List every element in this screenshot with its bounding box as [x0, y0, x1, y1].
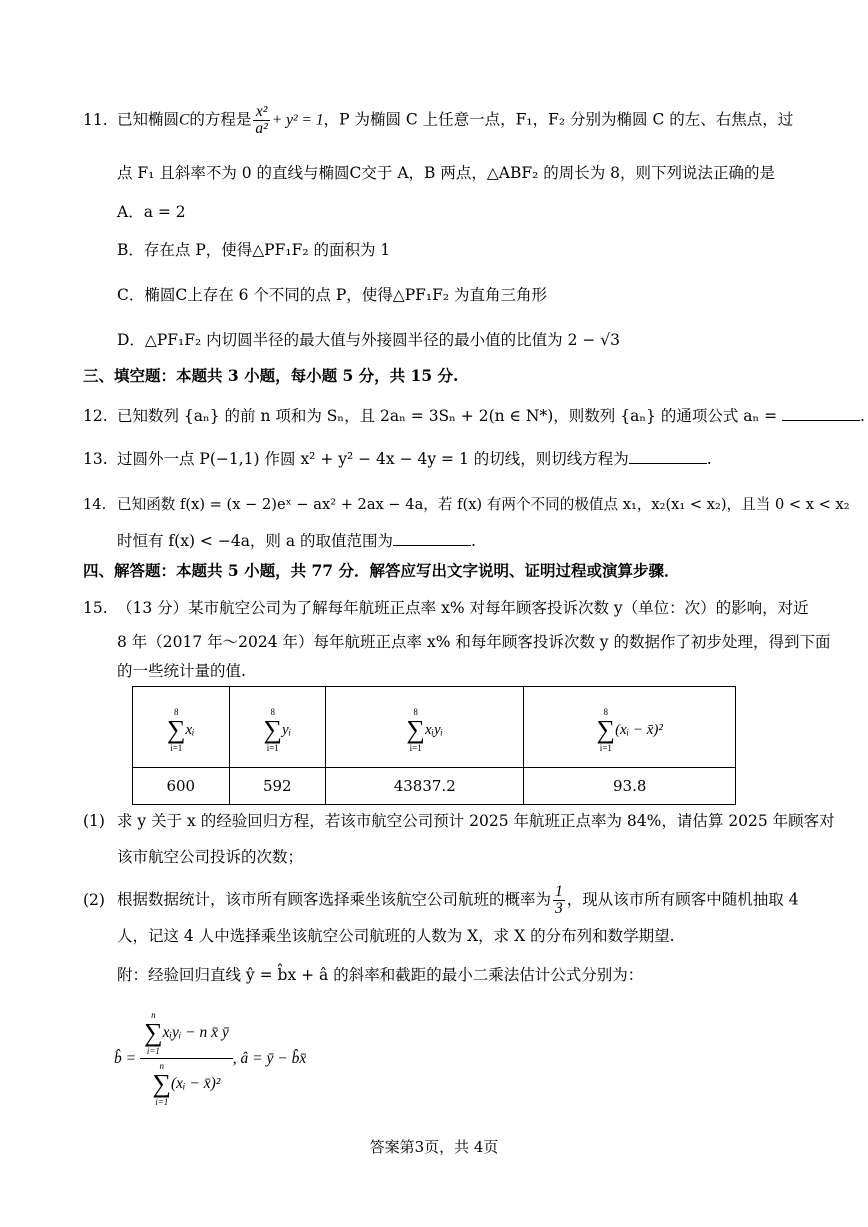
statistics-table [132, 686, 736, 805]
table-header-cell: 8 ∑ i=1 yᵢ [229, 687, 326, 768]
q11-option-c: C．椭圆C上存在 6 个不同的点 P，使得△PF₁F₂ 为直角三角形 [117, 286, 548, 304]
q15-line1 [83, 597, 809, 619]
q13-number: 13. [83, 450, 108, 468]
q12 [83, 405, 865, 427]
q11-text: 的方程是 [189, 110, 252, 129]
q11-option-d: D．△PF₁F₂ 内切圆半径的最大值与外接圆半径的最小值的比值为 2 − √3 [117, 331, 621, 349]
formula-rhs: , â = ȳ − b̂x̄ [232, 1049, 307, 1067]
q15-number: 15. [83, 599, 108, 617]
q11-eq: + y² = 1 [271, 111, 324, 129]
page-footer: 答案第3页，共 4页 [369, 1138, 499, 1156]
formula-denominator: (xᵢ − x̄)² [171, 1075, 221, 1092]
part2-label: (2) [83, 890, 105, 909]
q15-part2-line1 [83, 884, 799, 917]
q12-text: 已知数列 {aₙ} 的前 n 项和为 Sₙ，且 2aₙ = 3Sₙ + 2(n ∈ N*)，则数列 {aₙ} 的通项公式 aₙ = [117, 407, 778, 425]
q11-text: ，P 为椭圆 C 上任意一点，F₁，F₂ 分别为椭圆 C 的左、右焦点，过 [323, 110, 794, 129]
q11-option-b: B．存在点 P，使得△PF₁F₂ 的面积为 1 [117, 241, 391, 259]
q12-number: 12. [83, 407, 108, 425]
q11-option-a: A．a = 2 [117, 203, 186, 221]
part1-text: 求 y 关于 x 的经验回归方程，若该市航空公司预计 2025 年航班正点率为 84%，请估算 2025 年顾客对 [117, 812, 835, 830]
q13 [83, 448, 712, 470]
q14-line2 [117, 530, 476, 552]
part2-text: 根据数据统计，该市所有顾客选择乘坐该航空公司航班的概率为 [117, 890, 552, 909]
q12-answer-blank[interactable] [782, 406, 860, 421]
q15-part2-line2: 人，记这 4 人中选择乘坐该航空公司航班的人数为 X，求 X 的分布列和数学期望. [117, 927, 675, 945]
q15-note: 附：经验回归直线 ŷ = b̂x + â 的斜率和截距的最小二乘法估计公式分别为： [117, 966, 644, 984]
q15-part1-line2: 该市航空公司投诉的次数； [117, 848, 304, 866]
formula-fraction: n ∑ i=1 xᵢyᵢ − n x̄ ȳ n ∑ i=1 (xᵢ − x̄)² [140, 1010, 233, 1107]
table-header-cell: 8 ∑ i=1 xᵢyᵢ [326, 687, 524, 768]
table-cell: 43837.2 [326, 768, 524, 805]
table-cell: 93.8 [524, 768, 736, 805]
table-row [133, 768, 736, 805]
table-header-row [133, 687, 736, 768]
probability-fraction [553, 884, 565, 917]
q14-end: . [471, 532, 476, 550]
section-3-heading: 三、填空题：本题共 3 小题，每小题 5 分，共 15 分. [83, 366, 459, 385]
table-cell: 592 [229, 768, 326, 805]
q14-text2: 时恒有 f(x) < −4a，则 a 的取值范围为 [117, 532, 394, 550]
q13-end: . [706, 450, 712, 468]
part1-label: (1) [83, 812, 105, 830]
q14-line1 [83, 494, 850, 516]
frac-den: 3 [555, 900, 563, 917]
q15-line2: 8 年（2017 年～2024 年）每年航班正点率 x% 和每年顾客投诉次数 y 的数据作了初步处理，得到下面 [117, 633, 831, 651]
q14-answer-blank[interactable] [393, 531, 471, 546]
q11-text: 已知椭圆 [117, 110, 180, 129]
q15-line3: 的一些统计量的值. [117, 662, 246, 680]
q11-line2: 点 F₁ 且斜率不为 0 的直线与椭圆C交于 A，B 两点，△ABF₂ 的周长为 8，则下列说法正确的是 [117, 164, 776, 182]
q11-number: 11. [83, 110, 108, 129]
q13-answer-blank[interactable] [629, 449, 707, 464]
q12-end: . [860, 407, 865, 425]
table-header-cell: 8 ∑ i=1 (xᵢ − x̄)² [524, 687, 736, 768]
table-header-cell: 8 ∑ i=1 xᵢ [133, 687, 230, 768]
formula-numerator: xᵢyᵢ − n x̄ ȳ [162, 1024, 229, 1041]
frac-num: 1 [555, 883, 563, 900]
q11-frac-den: a² [255, 120, 268, 137]
formula-lhs: b̂ = [114, 1049, 137, 1067]
q14-number: 14. [83, 496, 107, 513]
q14-text: 已知函数 f(x) = (x − 2)eˣ − ax² + 2ax − 4a，若 f(x) 有两个不同的极值点 x₁，x₂(x₁ < x₂)，且当 0 < x < x₂ [117, 496, 850, 513]
q11-var-c: C [179, 111, 190, 129]
table-cell: 600 [133, 768, 230, 805]
section-4-heading: 四、解答题：本题共 5 小题，共 77 分．解答应写出文字说明、证明过程或演算步骤． [83, 561, 680, 580]
q15-text: （13 分）某市航空公司为了解每年航班正点率 x% 对每年顾客投诉次数 y（单位：次）的影响，对近 [117, 599, 809, 617]
part2-text: ，现从该市所有顾客中随机抽取 4 [566, 890, 799, 909]
q11-fraction [253, 104, 269, 137]
q11-frac-num: x² [253, 104, 269, 121]
q13-text: 过圆外一点 P(−1,1) 作圆 x² + y² − 4x − 4y = 1 的切线，则切线方程为 [117, 450, 629, 468]
q15-part1-line1 [83, 810, 835, 832]
regression-formula [114, 1010, 306, 1107]
q11-line1 [83, 104, 793, 137]
